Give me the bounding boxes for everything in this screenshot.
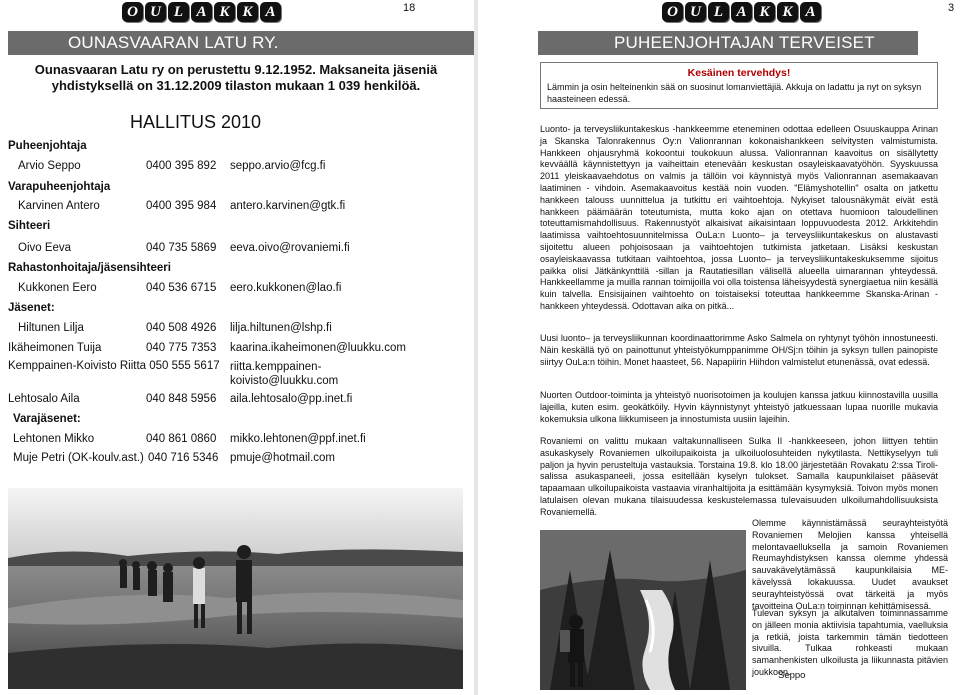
person-email[interactable]: aila.lehtosalo@pp.inet.fi — [230, 393, 353, 405]
paragraph: Uusi luonto– ja terveysliikunnan koordinaattorimme Asko Salmela on ryhtynyt työhön innostuneesti. Näin keskällä työ on painottunut yhteistyökumppanimme OH/Sj:n töihin ja syksyn tullen painopiste siirtyy OuLa:n töihin. Monet haasteet, 56. Napapiirin Hiihdon valmistelut etunenässä, ovat edessä. — [540, 333, 938, 367]
greeting-title: Kesäinen tervehdys! — [687, 67, 791, 79]
person-phone: 040 536 6715 — [146, 282, 217, 294]
logo-letter: K — [777, 2, 798, 22]
paragraph: Olemme käynnistämässä seurayhteistyötä Rovaniemen Melojien kanssa yhteisellä melontavaelluksella ja samoin Rovaniemen Reumayhdistyksen kanssa olemme yhdessä sauvakävelytämässä kaupunkilaisia ME-kävelyssä lokakuussa. Uudet avaukset seurayhteistyössä ovat tärkeitä ja myös tavoitteina OuLa:n toiminnan kehittämisessä. — [752, 518, 948, 611]
forest-river-photo — [540, 530, 746, 690]
person-name: Hiltunen Lilja — [18, 322, 84, 334]
person-phone: 040 848 5956 — [146, 393, 217, 405]
person-phone: 0400 395 984 — [146, 200, 217, 212]
logo-letter: U — [685, 2, 706, 22]
person-email[interactable]: antero.karvinen@gtk.fi — [230, 200, 346, 212]
signature: Seppo — [778, 670, 806, 681]
greeting-text: Lämmin ja osin helteinenkin sää on suosinut lomanviettäjiä. Akkuja on ladattu ja nyt on syksyn haasteineen edessä. — [547, 82, 922, 104]
person-email[interactable]: eero.kukkonen@lao.fi — [230, 282, 342, 294]
role-vice-chair: Varapuheenjohtaja — [8, 181, 111, 193]
logo-letter: L — [168, 2, 189, 22]
role-secretary: Sihteeri — [8, 220, 51, 232]
person-phone: 040 716 5346 — [148, 452, 219, 464]
person-email[interactable]: eeva.oivo@rovaniemi.fi — [230, 242, 350, 254]
right-page — [482, 0, 960, 695]
role-deputies: Varajäsenet: — [13, 413, 81, 425]
oulakka-logo — [662, 2, 821, 22]
logo-letter: A — [800, 2, 821, 22]
person-phone: 040 735 5869 — [146, 242, 217, 254]
logo-letter: A — [191, 2, 212, 22]
page-number: 18 — [403, 2, 416, 14]
person-phone: 0400 395 892 — [146, 160, 217, 172]
page-gutter — [474, 0, 478, 695]
section-banner: OUNASVAARAN LATU RY. — [8, 31, 476, 55]
logo-letter: U — [145, 2, 166, 22]
person-email[interactable]: kaarina.ikaheimonen@luukku.com — [230, 342, 406, 354]
logo-letter: A — [260, 2, 281, 22]
person-email[interactable]: riitta.kemppainen-koivisto@luukku.com — [230, 361, 339, 387]
logo-letter: O — [122, 2, 143, 22]
board-title: HALLITUS 2010 — [130, 112, 262, 132]
logo-letter: K — [754, 2, 775, 22]
person-name: Lehtonen Mikko — [13, 433, 95, 445]
person-phone: 040 775 7353 — [146, 342, 217, 354]
person-name: Muje Petri (OK-koulv.ast.) — [13, 452, 144, 464]
person-name: Kemppainen-Koivisto Riitta 050 555 5617 — [8, 360, 220, 372]
person-email[interactable]: seppo.arvio@fcg.fi — [230, 160, 326, 172]
paragraph: Rovaniemi on valittu mukaan valtakunnalliseen Sulka II -hankkeeseen, johon liittyen tehtiin asukaskysely Rovaniemen ulkoilupaikoista ja ulkoiluolosuhteiden nykytilasta. Nettikyselyyn tuli paljon ja hyvin perusteltuja vastauksia. Torstaina 19.8. klo 18.00 järjestetään Rovakatu 2:ssa Tiroli-salissa asukaspaneeli, jossa esitellään kyselyn tulokset. Samalla kaupunkilaiset pääsevät tapaamaan ulkoilupaikoista vastaavia viranhaltijoita ja esittämään kysymyksiä. Toivon myös monen latulaisen olevan mukana tilaisuudessa keskustelemassa tulevaisuuden ulkoilumahdollisuuksista Rovaniemellä. — [540, 436, 938, 517]
person-email[interactable]: mikko.lehtonen@ppf.inet.fi — [230, 433, 366, 445]
role-chair: Puheenjohtaja — [8, 140, 87, 152]
paragraph: Tulevan syksyn ja alkutalven toiminnassamme on jälleen monia aktiivisia tapahtumia, vaelluksia ja retkiä, joista tarkemmin tämän tiedotteen sivuilla. Tulkaa rohkeasti mukaan samanhenkisten ulkoilusta ja liikunnasta pitävien joukkoon. — [752, 608, 948, 677]
paragraph: Nuorten Outdoor-toiminta ja yhteistyö nuorisotoimen ja koulujen kanssa jatkuu kiinnostavilla uusilla lajeilla, kuten esim. geokätköily. Hyvin käynnistynyt yhteistyö jatkuessaan lupaa nuorille mukavia kokemuksia ulkona liikkumiseen ja innostumista uusiin lajeihin. — [540, 390, 938, 424]
section-banner: PUHEENJOHTAJAN TERVEISET — [538, 31, 918, 55]
person-phone: 040 508 4926 — [146, 322, 217, 334]
hiking-group-photo — [8, 488, 463, 689]
left-page — [0, 0, 470, 695]
logo-letter: A — [731, 2, 752, 22]
role-members: Jäsenet: — [8, 302, 55, 314]
person-name: Lehtosalo Aila — [8, 393, 80, 405]
intro-text: Ounasvaaran Latu ry on perustettu 9.12.1952. Maksaneita jäseniä yhdistyksellä on 31.12.2009 tilaston mukaan 1 039 henkilöä. — [34, 62, 438, 93]
person-email[interactable]: lilja.hiltunen@lshp.fi — [230, 322, 332, 334]
person-name: Kukkonen Eero — [18, 282, 97, 294]
person-email[interactable]: pmuje@hotmail.com — [230, 452, 335, 464]
logo-letter: K — [214, 2, 235, 22]
logo-letter: L — [708, 2, 729, 22]
page-number: 3 — [948, 2, 955, 14]
logo-letter: O — [662, 2, 683, 22]
greeting-box — [540, 62, 938, 109]
paragraph: Luonto- ja terveysliikuntakeskus -hankkeemme eteneminen odottaa edelleen Osuuskauppa Arinan ja Skanska Talonrakennus Oy:n Valionrannan kokonaishankkeen selvitysten valmistumista. Hankkeen ohjausryhmä kokoontui toukokuun alussa. Valionrannan kaavoitus on sisällytetty kevväällä käynnistettyyn ja vaiheittain etenevään keskustan osayleiskaavatyöhön. Syyskuussa 2011 yleiskaavaehdotus on valmis ja tällöin voi käynnistyä myös Valionrannan asemakaavan laatiminen - vihdoin. Asemakaavoitus kestää noin vuoden. "Elämyshotellin" osalta on jatkettu hankkeen talouss uunnittelua ja tutkittu eri vaihtoehtoja. Nykyiset talousnäkymät eivät estä hankkeen päämäärän toteutumista, mutta koko ajan on otettava huomioon taloudellinen toteuttamismahdollisuus. Rakennustyöt alkaisivat aikaisintaan loppuvuodesta 2012. Arkkitehdin laatimissa vaihtoehtosuunnitelmissa OuLa:n Luonto– ja terveysliikuntakeskus on alustavasti sijoitettu alueen pohjoisosaan ja vaihtoehtojen tutkimista jatketaan. Lisäksi keskustan osayleiskaavassa tutkitaan vaihtoehtoa, jossa Luonto– ja terveysliikuntakeskuksemme sijoitus paikka olisi Jätkänkynttilä -sillan ja Rautatiesillan välisellä alueella uimarannan yhteydessä. Hankkeellamme ja muilla rannan toimijoilla voi olla toistensa läheisyydestä synergiaetua niin kesällä kuin talvella. Ensisijainen vaihtoehto on toistaiseksi toteuttaa hankkeemme Skanska-Arinan -hankkeen yhteydessä. Odottavan aika on pitkä... — [540, 124, 938, 311]
logo-letter: K — [237, 2, 258, 22]
person-name: Karvinen Antero — [18, 200, 100, 212]
oulakka-logo — [122, 2, 281, 22]
person-name: Oivo Eeva — [18, 242, 72, 254]
role-treasurer: Rahastonhoitaja/jäsensihteeri — [8, 262, 171, 274]
person-name: Arvio Seppo — [18, 160, 81, 172]
person-name: Ikäheimonen Tuija — [8, 342, 102, 354]
person-phone: 040 861 0860 — [146, 433, 217, 445]
